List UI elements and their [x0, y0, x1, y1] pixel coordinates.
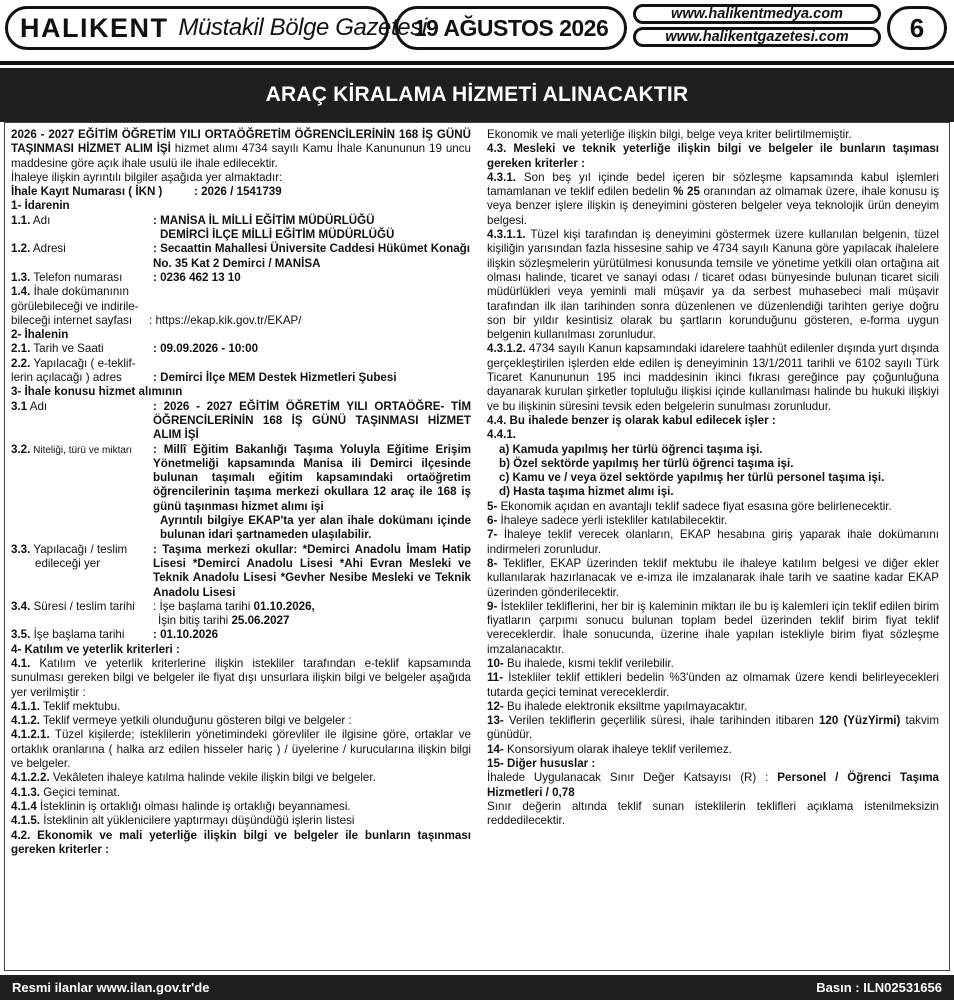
- footer-bar: [0, 975, 954, 1000]
- row-2-2: 2.2. Yapılacağı ( e-teklif- lerin açılacağı ) adres : Demirci İlçe MEM Destek Hizmetleri Şubesi: [11, 356, 397, 385]
- item-10: 10- Bu ihalede, kısmi teklif verilebilir.: [487, 656, 674, 670]
- website-link-1[interactable]: www.halikentmedya.com: [633, 4, 881, 24]
- item-8: 8- Teklifler, EKAP üzerinden teklif mektubu ile ihaleye katılım belgesi ve diğer ekler kullanılarak hazırlanacak ve e-imza ile imzalanarak ihale tarih ve saatine kadar EKAP üzerinden gönderilecektir.: [487, 556, 939, 599]
- masthead-divider: [0, 61, 954, 65]
- item-4-3-1-2: 4.3.1.2. 4734 sayılı Kanun kapsamındaki idarelere taahhüt edilenler dışında yurt dışında gerçekleştirilen işlerden elde edilen iş deneyiminin 13/1/2011 tarihli ve 6102 sayılı Türk Ticaret Kanununun 195 inci maddesinin ikinci fıkrası gereğince pay çoğunluğuna dayanarak kurulan şirketler topluluğu ilişkisi içinde kullanılması halinde bu hukuki ilişkiyi ve bu ilişkinin süresini tevsik eden belgelerin sunulması zorunludur.: [487, 342, 939, 413]
- newspaper-name: HALIKENT: [20, 12, 169, 43]
- brand-box: [5, 6, 427, 50]
- row-2-1: 2.1. Tarih ve Saati : 09.09.2026 - 10:00: [11, 342, 259, 356]
- item-15-note: Sınır değerin altında teklif sunan isteklilerin teklifleri açıklama istenilmeksizin reddedilecektir.: [487, 799, 939, 828]
- item-9: 9- İstekliler tekliflerini, her bir iş kaleminin miktarı ile bu iş kalemleri için teklif edilen birim fiyatların çarpımı sonucu bulunan toplam bedel üzerinden teklif birim fiyat teklif vereceklerdir. İhale sonucunda, üzerine ihale yapılan istekliyle birim fiyat sözleşme imzalanacaktır.: [487, 599, 939, 656]
- row-1-1: 1.1. Adı : MANİSA İL MİLLİ EĞİTİM MÜDÜRLÜĞÜ DEMİRCİ İLÇE MİLLİ EĞİTİM MÜDÜRLÜĞÜ: [11, 213, 395, 242]
- financial-note: Ekonomik ve mali yeterliğe ilişkin bilgi, belge veya kriter belirtilmemiştir.: [487, 128, 852, 141]
- item-15-heading: 15- Diğer hususlar :: [487, 757, 596, 771]
- item-13: 13- Verilen tekliflerin geçerlilik süresi, ihale tarihinden itibaren 120 (YüzYirmi) takvim günüdür.: [487, 714, 940, 742]
- newspaper-subtitle: Müstakil Bölge Gazetesi: [178, 14, 427, 41]
- similar-work-b: b) Özel sektörde yapılmış her türlü öğrenci taşıma işi.: [499, 456, 794, 470]
- section-3-heading: 3- İhale konusu hizmet alımının: [11, 385, 183, 399]
- item-4-1-2-2: 4.1.2.2. Vekâleten ihaleye katılma halinde vekile ilişkin bilgi ve belgeler.: [11, 771, 376, 785]
- intro-paragraph: 2026 - 2027 EĞİTİM ÖĞRETİM YILI ORTAÖĞRETİM ÖĞRENCİLERİNİN 168 İŞ GÜNÜ TAŞINMASI HİZMET ALIM İŞİ hizmet alımı 4734 sayılı Kamu İhale Kanununun 19 uncu maddesine göre açık ihale usulü ile ihale edilecektir.: [11, 128, 471, 170]
- item-6: 6- İhaleye sadece yerli istekliler katılabilecektir.: [487, 514, 728, 528]
- item-12: 12- Bu ihalede elektronik eksiltme yapılmayacaktır.: [487, 699, 748, 713]
- item-4-4-1: 4.4.1.: [487, 428, 517, 442]
- item-4-2: 4.2. Ekonomik ve mali yeterliğe ilişkin bilgi ve belgeler ile bunların taşınması gereken kriterler :: [11, 828, 471, 856]
- website-link-2[interactable]: www.halikentgazetesi.com: [633, 27, 881, 47]
- page-number: 6: [887, 6, 947, 50]
- item-4-3-1: 4.3.1. Son beş yıl içinde bedel içeren bir sözleşme kapsamında kabul işlemleri tamamlanan ve teklif edilen bedelin % 25 oranından az olmamak üzere, ihale konusu iş veya benzer işlere ilişkin iş deneyimini gösteren belgeler veya teknolojik ürün deneyim belgesi.: [487, 170, 939, 227]
- section-1-heading: 1- İdarenin: [11, 199, 70, 213]
- row-3-5: 3.5. İşe başlama tarihi : 01.10.2026: [11, 628, 219, 642]
- section-2-heading: 2- İhalenin: [11, 328, 69, 342]
- ikn-row: İhale Kayıt Numarası ( İKN ) : 2026 / 1541739: [11, 185, 282, 199]
- masthead: [0, 0, 954, 62]
- row-3-1: 3.1 Adı : 2026 - 2027 EĞİTİM ÖĞRETİM YILI ORTAÖĞRE- TİM ÖĞRENCİLERİNİN 168 İŞ GÜNÜ TAŞINMASI HİZMET ALIM İŞİ: [11, 399, 471, 442]
- similar-work-d: d) Hasta taşıma hizmet alımı işi.: [499, 485, 674, 499]
- item-14: 14- Konsorsiyum olarak ihaleye teklif verilemez.: [487, 742, 732, 756]
- row-1-2: 1.2. Adresi : Secaattin Mahallesi Üniversite Caddesi Hükümet Konağı No. 35 Kat 2 Demirci / MANİSA: [11, 242, 470, 270]
- right-column: [487, 128, 939, 829]
- notice-title: ARAÇ KİRALAMA HİZMETİ ALINACAKTIR: [0, 68, 954, 122]
- ekap-link[interactable]: : https://ekap.kik.gov.tr/EKAP/: [149, 313, 302, 327]
- item-4-1: 4.1. Katılım ve yeterlik kriterlerine ilişkin istekliler tarafından e-teklif kapsamında sunulması gereken bilgi ve belgeler ile fiyat dışı unsurlara ilişkin bilgi ve belgeler aşağıda yer verilmiştir :: [11, 656, 471, 699]
- row-1-3: 1.3. Telefon numarası : 0236 462 13 10: [11, 270, 241, 284]
- item-4-4: 4.4. Bu ihalede benzer iş olarak kabul edilecek işler :: [487, 413, 776, 427]
- row-3-4: 3.4. Süresi / teslim tarihi : İşe başlama tarihi 01.10.2026, İşin bitiş tarihi 25.06.2027: [11, 599, 315, 628]
- row-3-3: 3.3. Yapılacağı / teslim edileceği yer : Taşıma merkezi okullar: *Demirci Anadolu İmam Hatip Lisesi *Demirci Anadolu Lisesi *Ahi Evran Mesleki ve Teknik Anadolu Lisesi *Gevher Nesibe Mesleki ve Teknik Anadolu Lisesi: [11, 542, 471, 599]
- item-4-3: 4.3. Mesleki ve teknik yeterliğe ilişkin bilgi ve belgeler ile bunların taşıması gereken kriterler :: [487, 142, 939, 170]
- intro-line: İhaleye ilişkin ayrıntılı bilgiler aşağıda yer almaktadır:: [11, 170, 283, 184]
- item-4-1-1: 4.1.1. Teklif mektubu.: [11, 699, 121, 713]
- footer-press-code: Basın : ILN02531656: [816, 980, 942, 995]
- item-4-1-2-1: 4.1.2.1. Tüzel kişilerde; isteklilerin yönetimindeki görevliler ile ilgisine göre, ortaklar ve ortaklık oranlarına ( halka arz edilen hisseler hariç ) / üyelerine / kurucularına ilişkin bilgi ve belgeler.: [11, 728, 471, 771]
- website-links: [633, 4, 881, 50]
- item-4-1-3: 4.1.3. Geçici teminat.: [11, 785, 120, 799]
- item-4-1-2: 4.1.2. Teklif vermeye yetkili olunduğunu gösteren bilgi ve belgeler :: [11, 714, 352, 728]
- similar-work-c: c) Kamu ve / veya özel sektörde yapılmış her türlü personel taşıma işi.: [499, 471, 885, 485]
- item-5: 5- Ekonomik açıdan en avantajlı teklif sadece fiyat esasına göre belirlenecektir.: [487, 499, 892, 513]
- row-1-4: 1.4. İhale dokümanının görülebileceği ve indirile- bileceği internet sayfası : https://ekap.kik.gov.tr/EKAP/: [11, 285, 471, 328]
- item-11: 11- İstekliler teklif ettikleri bedelin %3'ünden az olmamak üzere kendi belirleyecekleri tutarda geçici teminat vereceklerdir.: [487, 671, 939, 699]
- left-column: [11, 128, 471, 857]
- footer-official-ads-link[interactable]: Resmi ilanlar www.ilan.gov.tr'de: [12, 980, 210, 995]
- item-4-3-1-1: 4.3.1.1. Tüzel kişi tarafından iş deneyimini göstermek üzere kullanılan belgenin, tüzel kişiliğin yarısından fazla hissesine sahip ve 4734 sayılı Kanuna göre yapılacak ihalelere ilişkin sözleşmelerin yürütülmesi konusunda temsile ve yönetime yetkili olan ortağına ait olması halinde, ticaret ve sanayi odası / ticaret odası bünyesinde bulunan ticaret sicili müdürlükleri veya yeminli mali müşavir ya da serbest muhasebeci mali müşavir tarafından ilk ilan tarihinden sonra düzenlenen ve düzenlendiği tarihten geriye doğru son bir yıldır kesintisiz olarak bu şartların korunduğunu gösteren, e-forma uygun belgenin kullanılması zorunludur.: [487, 228, 939, 342]
- item-4-1-4: 4.1.4 İsteklinin iş ortaklığı olması halinde iş ortaklığı beyannamesi.: [11, 799, 351, 813]
- row-3-2: 3.2. Niteliği, türü ve miktarı : Millî Eğitim Bakanlığı Taşıma Yoluyla Eğitime Erişim Yönetmeliği kapsamında Manisa ili Demirci ilçesinde bulunan taşımalı eğitim kapsamındaki ortaöğretim öğrencilerinin taşıma merkezi okullara 12 araç ile 168 iş günü taşınması hizmet alımı işi Ayrıntılı bilgiye EKAP'ta yer alan ihale dokümanı içinde bulunan idari şartnameden ulaşılabilir.: [11, 442, 471, 542]
- item-4-1-5: 4.1.5. İsteklinin alt yüklenicilere yaptırmayı düşündüğü işlerin listesi: [11, 814, 355, 828]
- similar-work-a: a) Kamuda yapılmış her türlü öğrenci taşıma işi.: [499, 442, 763, 456]
- issue-date: 19 AĞUSTOS 2026: [395, 6, 627, 50]
- item-7: 7- İhaleye teklif verecek olanların, EKAP hesabına giriş yaparak ihale dokümanını indirmeleri zorunludur.: [487, 528, 939, 556]
- item-15-coefficient: İhalede Uygulanacak Sınır Değer Katsayısı (R) : Personel / Öğrenci Taşıma Hizmetleri / 0,78: [487, 771, 939, 799]
- section-4-heading: 4- Katılım ve yeterlik kriterleri :: [11, 642, 180, 656]
